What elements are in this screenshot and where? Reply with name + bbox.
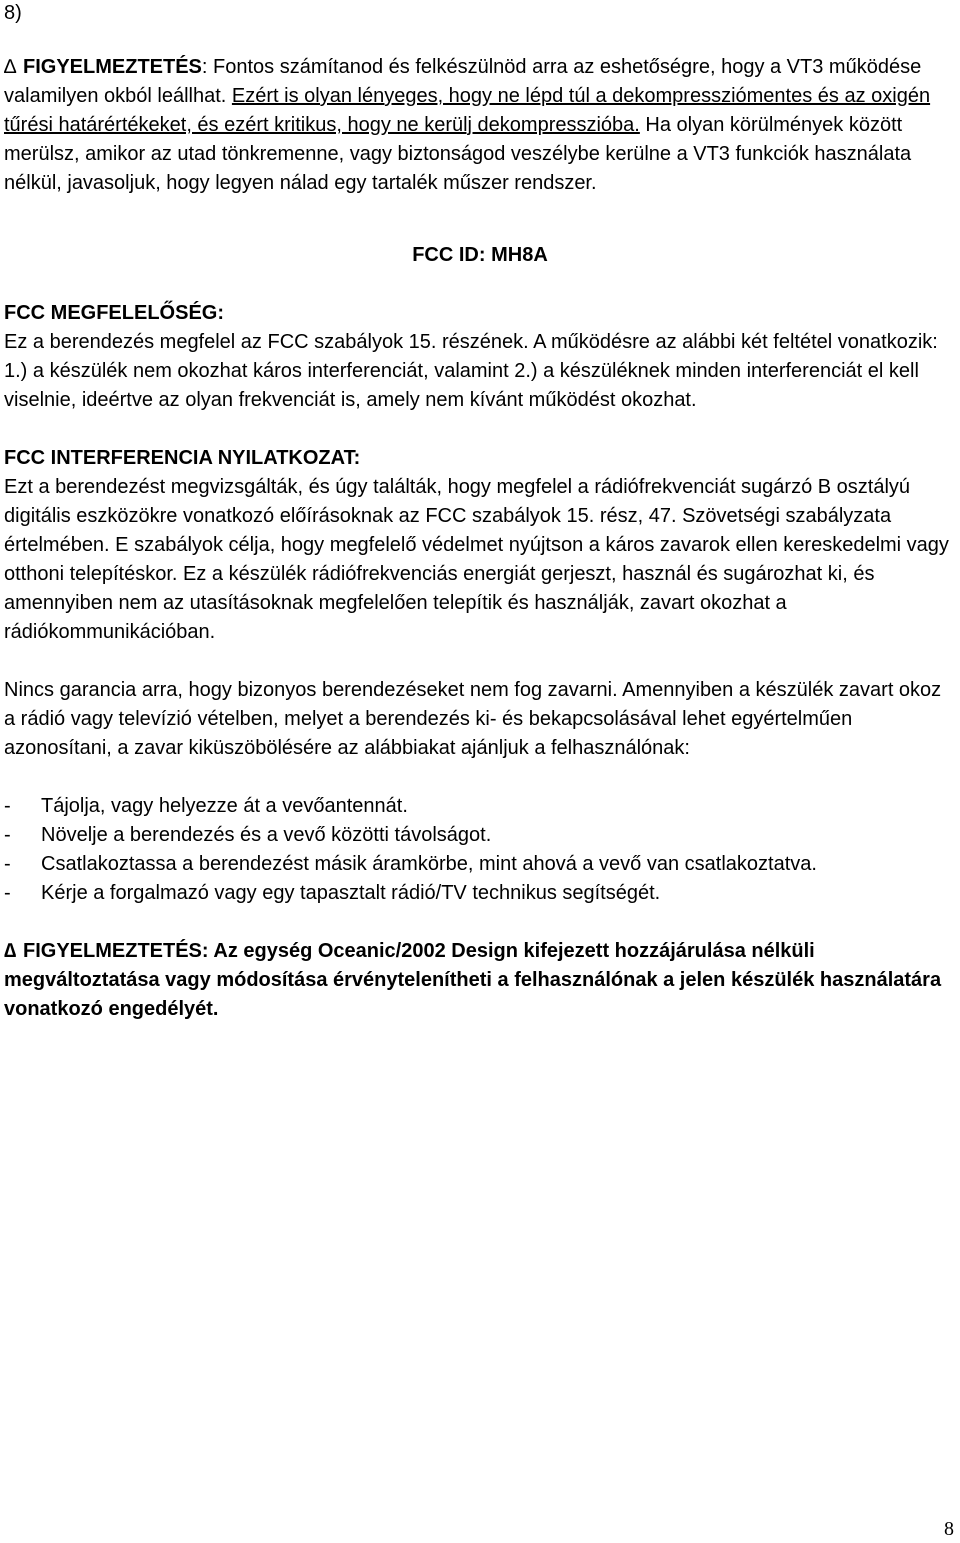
recommendation-list bbox=[4, 792, 956, 908]
guarantee-text: Nincs garancia arra, hogy bizonyos berendezéseket nem fog zavarni. Amennyiben a készülék zavart okoz a rádió vagy televízió vételben, melyet a berendezés ki- és bekapcsolásával lehet egyértelműen azonosítani, a zavar kiküszöbölésére az alábbiakat ajánljuk a felhasználónak: bbox=[4, 679, 942, 759]
interference-heading: FCC INTERFERENCIA NYILATKOZAT: bbox=[4, 447, 361, 469]
final-warning bbox=[4, 937, 956, 1024]
compliance-text: Ez a berendezés megfelel az FCC szabályok 15. részének. A működésre az alábbi két feltétel vonatkozik: 1.) a készülék nem okozhat káros interferenciát, valamint 2.) a készüléknek minden interferenciát el kell viselnie, ideértve az olyan frekvenciát is, amely nem kívánt működést okozhat. bbox=[4, 331, 938, 411]
list-item bbox=[4, 879, 956, 908]
list-item-text: Kérje a forgalmazó vagy egy tapasztalt rádió/TV technikus segítségét. bbox=[41, 882, 661, 904]
warning-triangle-icon: ∆ bbox=[4, 940, 17, 962]
list-dash: - bbox=[4, 795, 11, 817]
warning-paragraph bbox=[4, 53, 956, 198]
list-dash: - bbox=[4, 824, 11, 846]
final-warning-text: FIGYELMEZTETÉS: Az egység Oceanic/2002 Design kifejezett hozzájárulása nélküli megváltoztatása vagy módosítása érvénytelenítheti a felhasználónak a jelen készülék használatára vonatkozó engedélyét. bbox=[4, 940, 942, 1020]
warning-text-part2: Ha olyan körülmények között merülsz, amikor az utad tönkremenne, vagy biztonságod veszélybe kerülne a VT3 funkciók használata nélkül, javasoljuk, hogy legyen nálad egy tartalék műszer rendszer. bbox=[4, 114, 912, 194]
list-item bbox=[4, 792, 956, 821]
fcc-id: FCC ID: MH8A bbox=[412, 244, 548, 266]
list-dash: - bbox=[4, 853, 11, 875]
document-body bbox=[4, 53, 956, 1024]
list-item bbox=[4, 821, 956, 850]
warning-triangle-icon: ∆ bbox=[4, 56, 17, 78]
warning-text-part1: : Fontos számítanod és felkészülnöd arra az eshetőségre, hogy a VT3 működése valamilyen okból leállhat. bbox=[4, 56, 922, 107]
section-number: 8) bbox=[4, 2, 22, 24]
list-item-text: Növelje a berendezés és a vevő közötti távolságot. bbox=[41, 824, 492, 846]
interference-text: Ezt a berendezést megvizsgálták, és úgy találták, hogy megfelel a rádiófrekvenciát sugárzó B osztályú digitális eszközökre vonatkozó előírásoknak az FCC szabályok 15. rész, 47. Szövetségi szabályzata értelmében. E szabályok célja, hogy megfelelő védelmet nyújtson a káros zavarok ellen kereskedelmi vagy otthoni telepítéskor. Ez a készülék rádiófrekvenciás energiát gerjeszt, használ és sugározhat ki, és amennyiben nem az utasításoknak megfelelően telepítik és használják, zavart okozhat a rádiókommunikációban. bbox=[4, 476, 949, 643]
list-item bbox=[4, 850, 956, 879]
warning-underlined-text: Ezért is olyan lényeges, hogy ne lépd túl a dekompressziómentes és az oxigén tűrési határértékeket, és ezért kritikus, hogy ne kerülj dekompresszióba. bbox=[4, 85, 931, 136]
list-dash: - bbox=[4, 882, 11, 904]
page-number: 8 bbox=[944, 1518, 954, 1540]
list-item-text: Csatlakoztassa a berendezést másik áramkörbe, mint ahová a vevő van csatlakoztatva. bbox=[41, 853, 817, 875]
list-item-text: Tájolja, vagy helyezze át a vevőantennát. bbox=[41, 795, 408, 817]
compliance-heading: FCC MEGFELELŐSÉG: bbox=[4, 302, 224, 324]
warning-label: FIGYELMEZTETÉS bbox=[23, 56, 202, 78]
